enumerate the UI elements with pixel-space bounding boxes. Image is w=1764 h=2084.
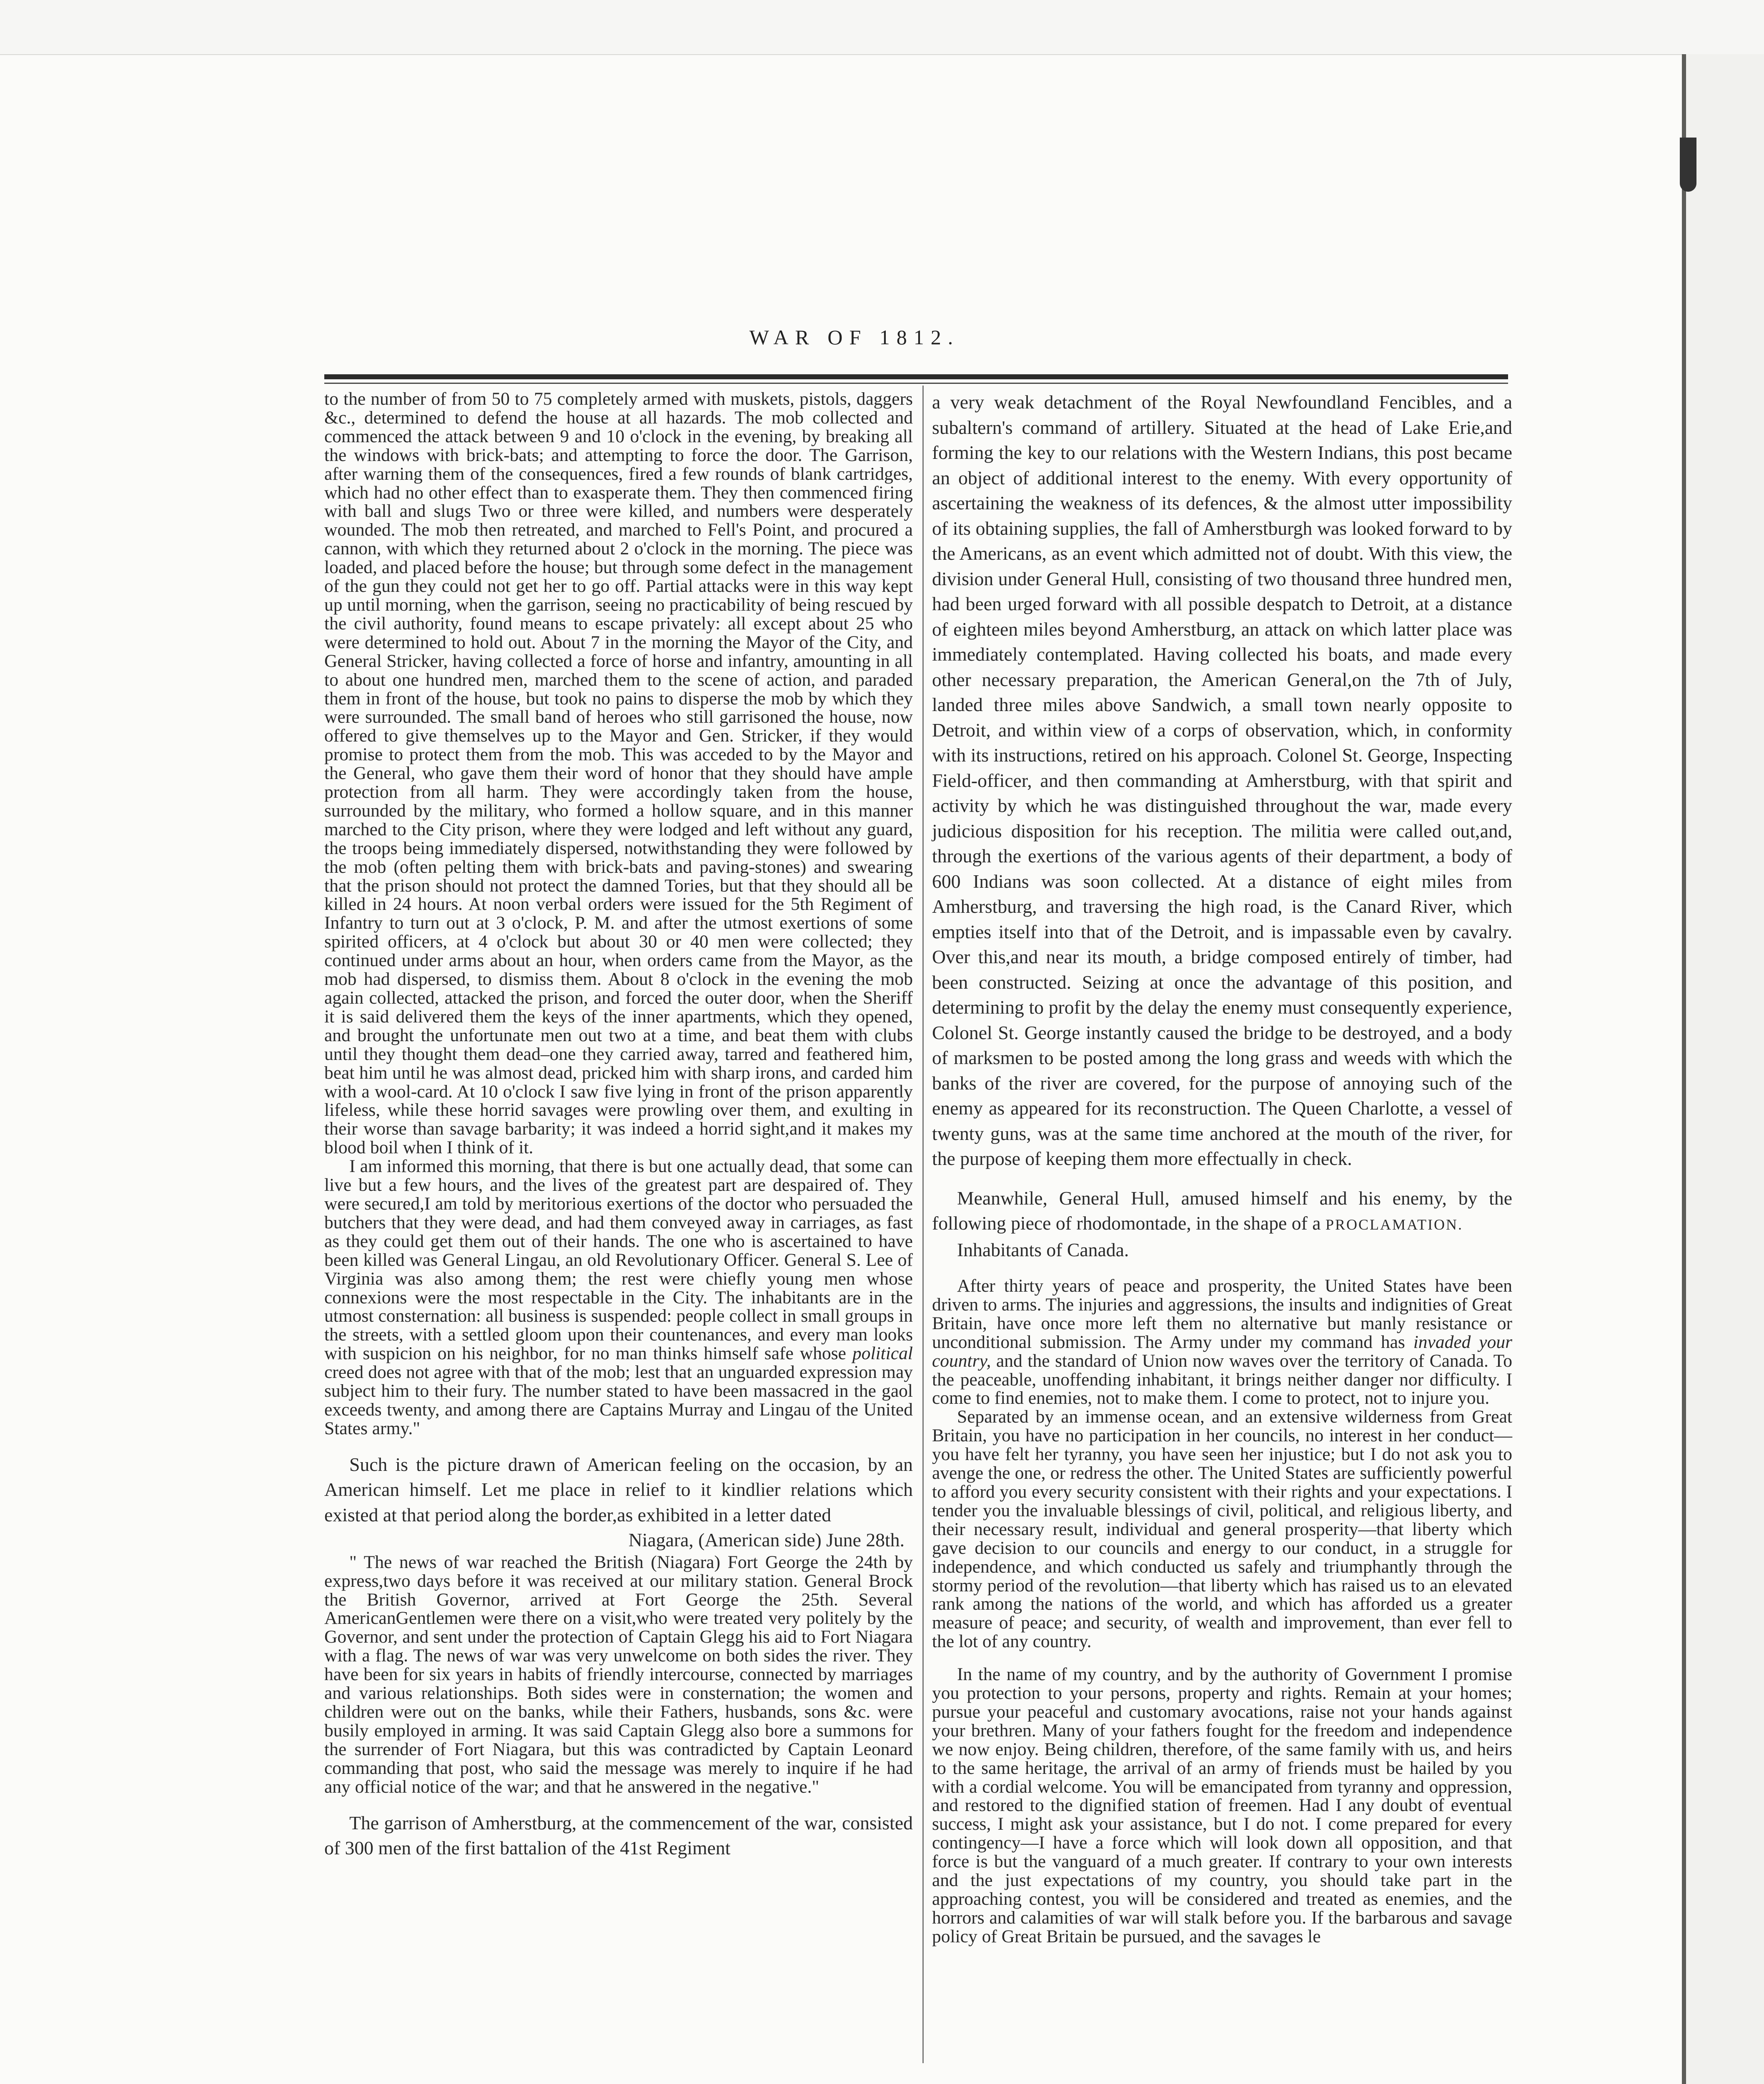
paragraph: Meanwhile, General Hull, amused himself and his enemy, by the following piece of rhodomontade, in the shape of a PROCLAMATION. [932, 1187, 1512, 1234]
salutation: Inhabitants of Canada. [957, 1239, 1129, 1260]
paragraph: Such is the picture drawn of American feeling on the occasion, by an American himself. Let me place in relief to it kindlier relations which existed at that period along the border,as exhibited in a letter dated [324, 1453, 913, 1525]
proclamation-paragraph: After thirty years of peace and prosperity, the United States have been driven to arms. The injuries and aggressions, the insults and indignities of Great Britain, have once more left them no alternative but manly resistance or unconditional submission. The Army under my command has invaded your country, and the standard of Union now waves over the territory of Canada. To the peaceable, unoffending inhabitant, it brings neither danger nor difficulty. I come to find enemies, not to make them. I come to protect, not to injure you. [932, 1276, 1512, 1408]
left-column [324, 390, 913, 1861]
italic-phrase: invaded your country, [932, 1332, 1512, 1371]
proclamation-paragraph: Separated by an immense ocean, and an extensive wilderness from Great Britain, you have no participation in her councils, no interest in her conduct—you have felt her tyranny, you have seen her injustice; but I do not ask you to avenge the one, or redress the other. The United States are sufficiently powerful to afford you every security consistent with their rights and your expectations. I tender you the invaluable blessings of civil, political, and religious liberty, and their necessary result, individual and general prosperity—that liberty which gave decision to our councils and energy to our conduct, in a struggle for independence, and which conducted us safely and triumphantly through the stormy period of the revolution—that liberty which has raised us to an elevated rank among the nations of the world, and which has afforded us a greater measure of peace; and security, of wealth and improvement, than ever fell to the lot of any country. [932, 1407, 1512, 1652]
paragraph: I am informed this morning, that there is but one actually dead, that some can live but a few hours, and the lives of the greatest part are despaired of. They were secured,I am told by meritorious exertions of the doctor who persuaded the butchers that they were dead, and had them conveyed away in carriages, as fast as they could get them out of their hands. The one who is ascertained to have been killed was General Lingau, an old Revolutionary Officer. General S. Lee of Virginia was also among them; the rest were chiefly young men whose connexions were the most respectable in the City. The inhabitants are in the utmost consternation: all business is suspended: people collect in small groups in the streets, with a settled gloom upon their countenances, and every man looks with suspicion on his neighbor, for no man thinks himself safe whose political creed does not agree with that of the mob; lest that an unguarded expression may subject him to their fury. The number stated to have been massacred in the gaol exceeds twenty, and among there are Captains Murray and Lingau of the United States army." [324, 1156, 913, 1438]
dateline: Niagara, (American side) June 28th. [628, 1529, 905, 1551]
right-column [932, 390, 1512, 1946]
running-title: WAR OF 1812. [749, 326, 960, 349]
proclamation-paragraph: In the name of my country, and by the authority of Government I promise you protection to your persons, property and rights. Remain at your homes; pursue your peaceful and customary avocations, raise not your hands against your brethren. Many of your fathers fought for the freedom and independence we now enjoy. Being children, therefore, of the same family with us, and heirs to the same heritage, the arrival of an army of friends must be hailed by you with a cordial welcome. You will be emancipated from tyranny and oppression, and restored to the dignified station of freemen. Had I any doubt of eventual success, I might ask your assistance, but I do not. I come prepared for every contingency—I have a force which will look down all opposition, and that force is but the vanguard of a much greater. If contrary to your own interests and the just expectations of my country, you should take part in the approaching contest, you will be considered and treated as enemies, and the horrors and calamities of war will stalk before you. If the barbarous and savage policy of Great Britain be pursued, and the savages le [932, 1664, 1512, 1946]
column-divider [922, 386, 924, 2063]
paragraph: a very weak detachment of the Royal Newfoundland Fencibles, and a subaltern's command of artillery. Situated at the head of Lake Erie,and forming the key to our relations with the Western Indians, this post became an object of additional interest to the enemy. With every opportunity of ascertaining the weakness of its defences, & the almost utter impossibility of its obtaining supplies, the fall of Amherstburgh was looked forward to by the Americans, as an event which admitted not of doubt. With this view, the division under General Hull, consisting of two thousand three hundred men, had been urged forward with all possible despatch to Detroit, at a distance of eighteen miles beyond Amherstburg, an attack on which latter place was immediately contemplated. Having collected his boats, and made every other necessary preparation, the American General,on the 7th of July, landed three miles above Sandwich, a small town nearly opposite to Detroit, and within view of a corps of observation, which, in conformity with its instructions, retired on his approach. Colonel St. George, Inspecting Field-officer, and then commanding at Amherstburg, with that spirit and activity by which he was distinguished throughout the war, made every judicious disposition for his reception. The militia were called out,and, through the exertions of the various agents of their department, a body of 600 Indians was soon collected. At a distance of eight miles from Amherstburg, and traversing the high road, is the Canard River, which empties itself into that of the Detroit, and is impassable even by cavalry. Over this,and near its mouth, a bridge composed entirely of timber, had been constructed. Seizing at once the advantage of this position, and determining to profit by the delay the enemy must consequently experience, Colonel St. George instantly caused the bridge to be destroyed, and a body of marksmen to be posted among the long grass and weeds with which the banks of the river are covered, for the purpose of annoying such of the enemy as appeared for its reconstruction. The Queen Charlotte, a vessel of twenty guns, was at the same time anchored at the mouth of the river, for the purpose of keeping them more effectually in check. [932, 391, 1512, 1169]
proclamation-label: PROCLAMATION. [1325, 1216, 1463, 1233]
header-rule-thin [324, 383, 1508, 384]
header-rule [324, 374, 1508, 379]
paragraph: to the number of from 50 to 75 completely armed with muskets, pistols, daggers &c., determined to defend the house at all hazards. The mob collected and commenced the attack between 9 and 10 o'clock in the evening, by breaking all the windows with brick-bats; and attempting to force the door. The Garrison, after warning them of the consequences, fired a few rounds of blank cartridges, which had no other effect than to exasperate them. They then commenced firing with ball and slugs Two or three were killed, and numbers were desperately wounded. The mob then retreated, and marched to Fell's Point, and procured a cannon, with which they returned about 2 o'clock in the morning. The piece was loaded, and placed before the house; but through some defect in the management of the gun they could not get her to go off. Partial attacks were in this way kept up until morning, when the garrison, seeing no practicability of being rescued by the civil authority, found means to escape privately: all except about 25 who were determined to hold out. About 7 in the morning the Mayor of the City, and General Stricker, having collected a force of horse and infantry, amounting in all to about one hundred men, marched them to the scene of action, and paraded them in front of the house, but took no pains to disperse the mob by which they were surrounded. The small band of heroes who still garrisoned the house, now offered to give themselves up to the Mayor and Gen. Stricker, if they would promise to protect them from the mob. This was acceded to by the Mayor and the General, who gave them their word of honor that they should have ample protection from all harm. They were accordingly taken from the house, surrounded by the military, who formed a hollow square, and in this manner marched to the City prison, where they were lodged and left without any guard, the troops being immediately dispersed, notwithstanding they were followed by the mob (often pelting them with brick-bats and paving-stones) and swearing that the prison should not protect the damned Tories, but that they should all be killed in 24 hours. At noon verbal orders were issued for the 5th Regiment of Infantry to turn out at 3 o'clock, P. M. and after the utmost exertions of some spirited officers, at 4 o'clock but about 30 or 40 men were collected; they continued under arms about an hour, when orders came from the Mayor, as the mob had dispersed, to dismiss them. About 8 o'clock in the evening the mob again collected, attacked the prison, and forced the outer door, when the Sheriff it is said delivered them the keys of the inner apartments, which they opened, and brought the unfortunate men out two at a time, and beat them with clubs until they thought them dead–one they carried away, tarred and feathered him, beat him until he was almost dead, pricked him with sharp irons, and carded him with a wool-card. At 10 o'clock I saw five lying in front of the prison apparently lifeless, while these horrid savages were prowling over them, and exulting in their worse than savage barbarity; it was indeed a horrid sight,and it makes my blood boil when I think of it. [324, 389, 913, 1158]
page-fold [1680, 138, 1696, 192]
paragraph: The garrison of Amherstburg, at the commencement of the war, consisted of 300 men of the first battalion of the 41st Regiment [324, 1812, 913, 1859]
quoted-letter: " The news of war reached the British (Niagara) Fort George the 24th by express,two days before it was received at our military station. General Brock the British Governor, arrived at Fort George the 25th. Several AmericanGentlemen were there on a visit,who were treated very politely by the Governor, and sent under the protection of Captain Glegg his aid to Fort Niagara with a flag. The news of war was very unwelcome on both sides the river. They have been for six years in habits of friendly intercourse, connected by marriages and various relationships. Both sides were in consternation; the women and children were out on the banks, while their Fathers, husbands, sons &c. were busily employed in arming. It was said Captain Glegg also bore a summons for the surrender of Fort Niagara, but this was contradicted by Captain Leonard commanding that post, who said the message was merely to inquire if he had any official notice of the war; and that he answered in the negative." [324, 1552, 913, 1797]
adjacent-page-edge [1682, 54, 1764, 2084]
italic-word: political [852, 1343, 913, 1364]
